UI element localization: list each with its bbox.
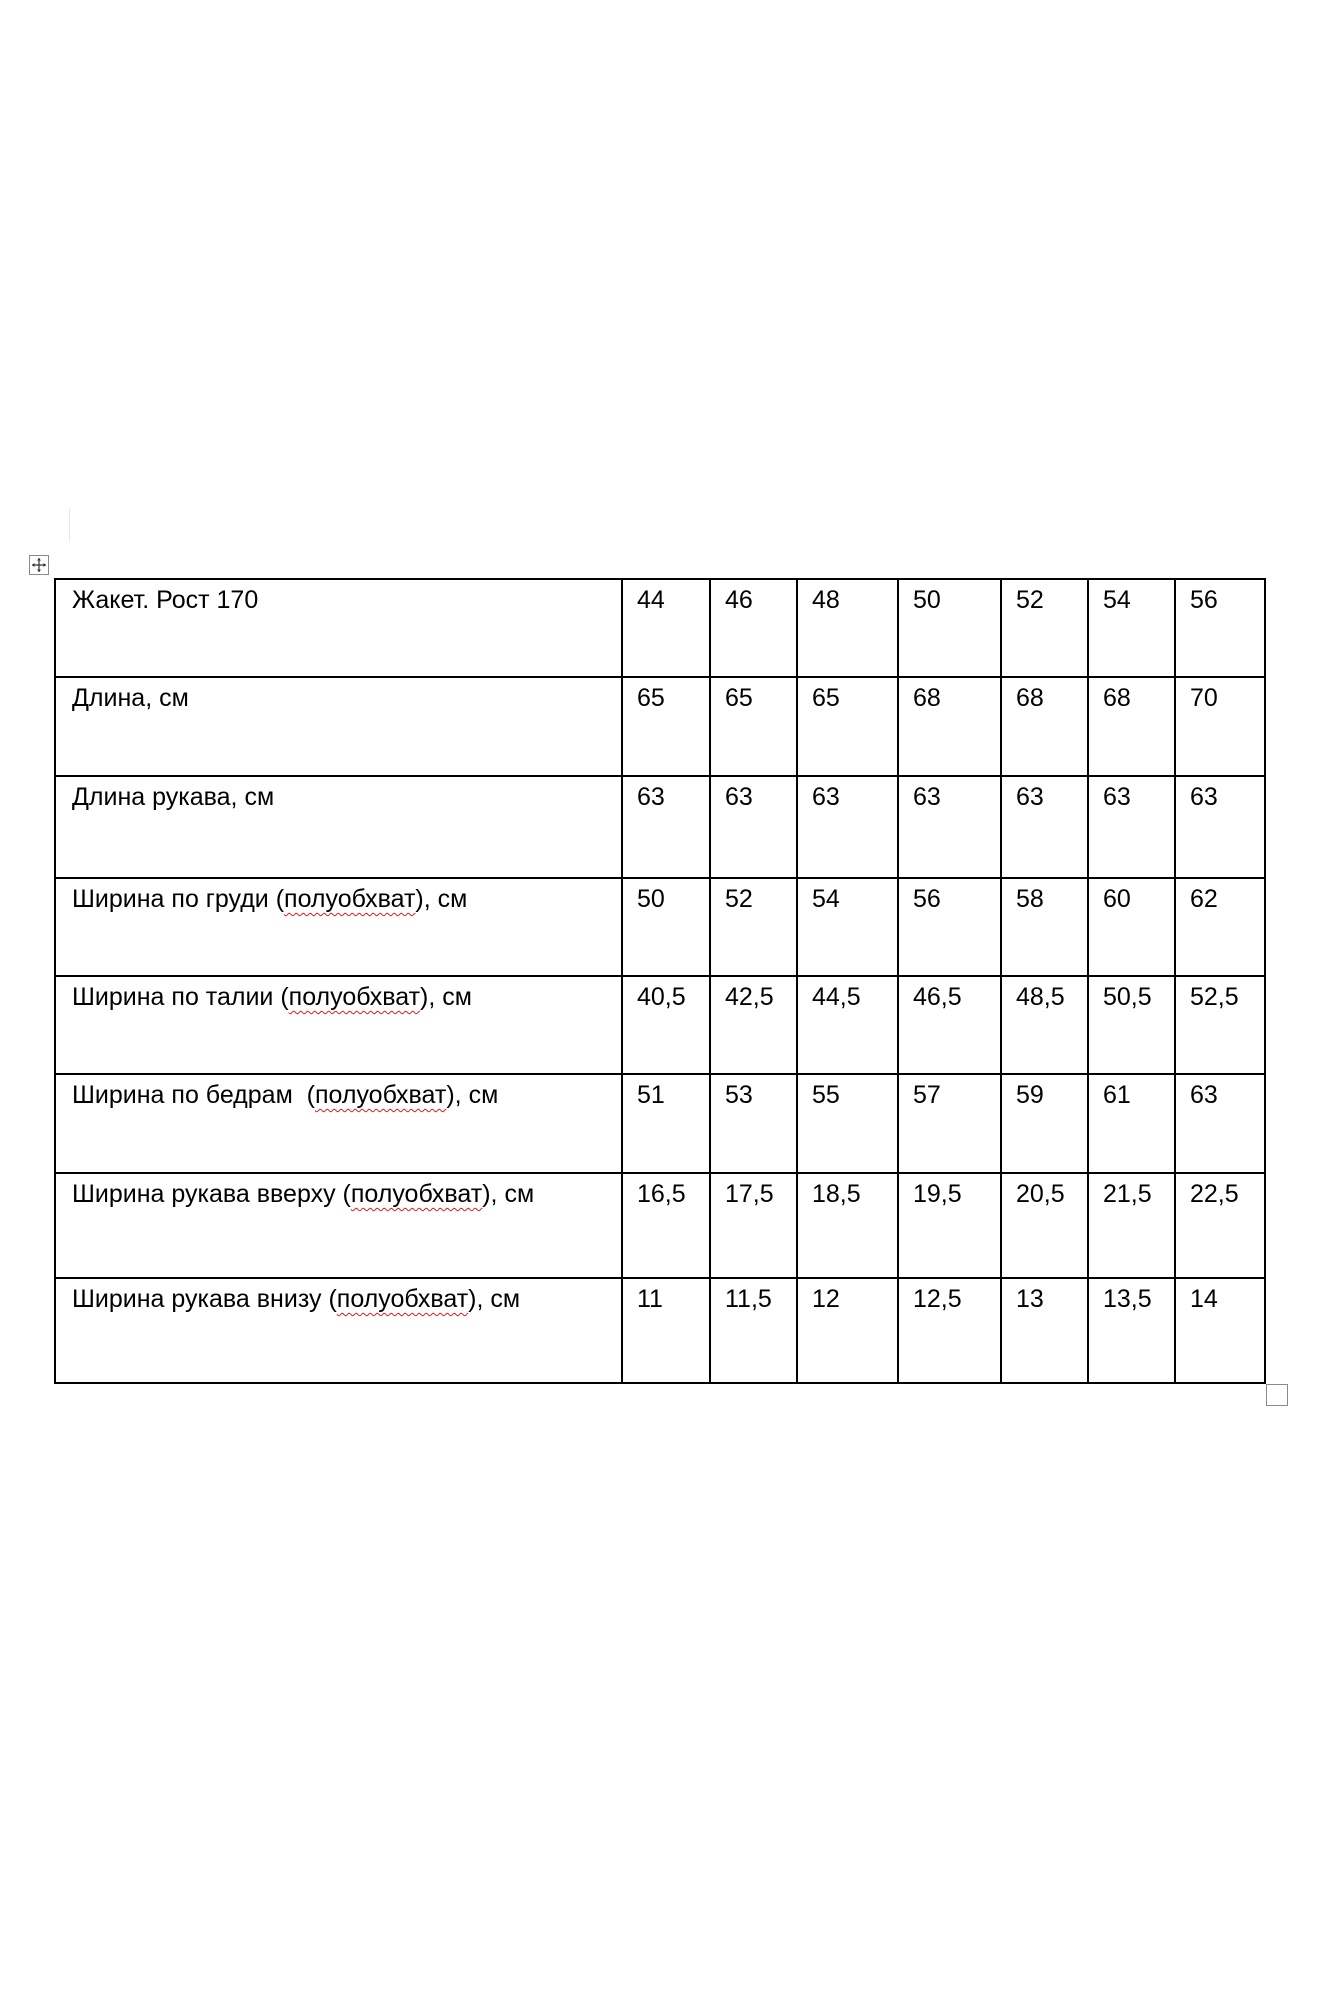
value-cell[interactable]: 56 — [898, 878, 1001, 976]
value-cell[interactable]: 20,5 — [1001, 1173, 1088, 1278]
row-label-text: ), см — [415, 885, 468, 913]
table-row — [55, 1173, 1265, 1278]
spellcheck-marked-word[interactable]: полуобхват — [336, 1285, 469, 1313]
table-row — [55, 1074, 1265, 1173]
row-label-cell[interactable] — [55, 776, 622, 878]
table-row — [55, 1278, 1265, 1383]
size-cell[interactable]: 52 — [1001, 579, 1088, 677]
value-cell[interactable]: 16,5 — [622, 1173, 710, 1278]
value-cell[interactable]: 46,5 — [898, 976, 1001, 1074]
size-cell[interactable]: 48 — [797, 579, 898, 677]
row-label-text: Ширина рукава внизу ( — [72, 1285, 337, 1313]
value-cell[interactable]: 11 — [622, 1278, 710, 1383]
value-cell[interactable]: 19,5 — [898, 1173, 1001, 1278]
value-cell[interactable]: 63 — [1175, 1074, 1265, 1173]
size-cell[interactable]: 54 — [1088, 579, 1175, 677]
size-chart-table — [54, 578, 1266, 1384]
value-cell[interactable]: 48,5 — [1001, 976, 1088, 1074]
value-cell[interactable]: 63 — [898, 776, 1001, 878]
size-cell[interactable]: 50 — [898, 579, 1001, 677]
value-cell[interactable]: 42,5 — [710, 976, 797, 1074]
table-row — [55, 878, 1265, 976]
value-cell[interactable]: 68 — [1001, 677, 1088, 776]
value-cell[interactable]: 17,5 — [710, 1173, 797, 1278]
row-label-cell[interactable] — [55, 976, 622, 1074]
spellcheck-marked-word[interactable]: полуобхват — [350, 1180, 483, 1208]
table-row — [55, 776, 1265, 878]
value-cell[interactable]: 12,5 — [898, 1278, 1001, 1383]
row-label-text: Ширина по бедрам ( — [72, 1081, 315, 1109]
value-cell[interactable]: 63 — [622, 776, 710, 878]
value-cell[interactable]: 52,5 — [1175, 976, 1265, 1074]
value-cell[interactable]: 21,5 — [1088, 1173, 1175, 1278]
value-cell[interactable]: 55 — [797, 1074, 898, 1173]
value-cell[interactable]: 61 — [1088, 1074, 1175, 1173]
value-cell[interactable]: 59 — [1001, 1074, 1088, 1173]
value-cell[interactable]: 63 — [710, 776, 797, 878]
value-cell[interactable]: 53 — [710, 1074, 797, 1173]
value-cell[interactable]: 63 — [1175, 776, 1265, 878]
value-cell[interactable]: 63 — [1001, 776, 1088, 878]
value-cell[interactable]: 40,5 — [622, 976, 710, 1074]
value-cell[interactable]: 68 — [1088, 677, 1175, 776]
value-cell[interactable]: 58 — [1001, 878, 1088, 976]
row-label-text: Ширина по талии ( — [72, 983, 289, 1011]
row-label-text: Ширина по груди ( — [72, 885, 285, 913]
value-cell[interactable]: 65 — [797, 677, 898, 776]
value-cell[interactable]: 50 — [622, 878, 710, 976]
table-row — [55, 677, 1265, 776]
value-cell[interactable]: 14 — [1175, 1278, 1265, 1383]
row-label-text: ), см — [468, 1285, 521, 1313]
value-cell[interactable]: 62 — [1175, 878, 1265, 976]
table-move-icon[interactable] — [29, 555, 49, 575]
spellcheck-marked-word[interactable]: полуобхват — [288, 983, 421, 1011]
row-label-cell[interactable] — [55, 677, 622, 776]
value-cell[interactable]: 44,5 — [797, 976, 898, 1074]
size-cell[interactable]: 44 — [622, 579, 710, 677]
table-resize-icon[interactable] — [1266, 1384, 1288, 1406]
four-arrows-icon — [31, 557, 47, 573]
value-cell[interactable]: 13 — [1001, 1278, 1088, 1383]
text-cursor-line — [69, 508, 70, 542]
row-label-text: Длина рукава, см — [72, 783, 275, 811]
value-cell[interactable]: 70 — [1175, 677, 1265, 776]
table-header-row — [55, 579, 1265, 677]
value-cell[interactable]: 65 — [710, 677, 797, 776]
size-cell[interactable]: 56 — [1175, 579, 1265, 677]
value-cell[interactable]: 52 — [710, 878, 797, 976]
value-cell[interactable]: 60 — [1088, 878, 1175, 976]
row-label-cell[interactable] — [55, 878, 622, 976]
value-cell[interactable]: 57 — [898, 1074, 1001, 1173]
value-cell[interactable]: 11,5 — [710, 1278, 797, 1383]
row-label-text: Ширина рукава вверху ( — [72, 1180, 351, 1208]
row-label-text: ), см — [482, 1180, 535, 1208]
table-row — [55, 976, 1265, 1074]
value-cell[interactable]: 63 — [1088, 776, 1175, 878]
value-cell[interactable]: 65 — [622, 677, 710, 776]
value-cell[interactable]: 22,5 — [1175, 1173, 1265, 1278]
value-cell[interactable]: 13,5 — [1088, 1278, 1175, 1383]
spellcheck-marked-word[interactable]: полуобхват — [284, 885, 416, 913]
row-label-text: ), см — [420, 983, 472, 1011]
value-cell[interactable]: 12 — [797, 1278, 898, 1383]
value-cell[interactable]: 51 — [622, 1074, 710, 1173]
value-cell[interactable]: 68 — [898, 677, 1001, 776]
row-label-cell[interactable] — [55, 1173, 622, 1278]
value-cell[interactable]: 50,5 — [1088, 976, 1175, 1074]
header-label-cell[interactable]: Жакет. Рост 170 — [55, 579, 622, 677]
row-label-cell[interactable] — [55, 1074, 622, 1173]
spellcheck-marked-word[interactable]: полуобхват — [314, 1081, 447, 1109]
row-label-cell[interactable] — [55, 1278, 622, 1383]
value-cell[interactable]: 54 — [797, 878, 898, 976]
row-label-text: ), см — [446, 1081, 499, 1109]
value-cell[interactable]: 63 — [797, 776, 898, 878]
row-label-text: Длина, см — [72, 684, 189, 712]
size-cell[interactable]: 46 — [710, 579, 797, 677]
value-cell[interactable]: 18,5 — [797, 1173, 898, 1278]
